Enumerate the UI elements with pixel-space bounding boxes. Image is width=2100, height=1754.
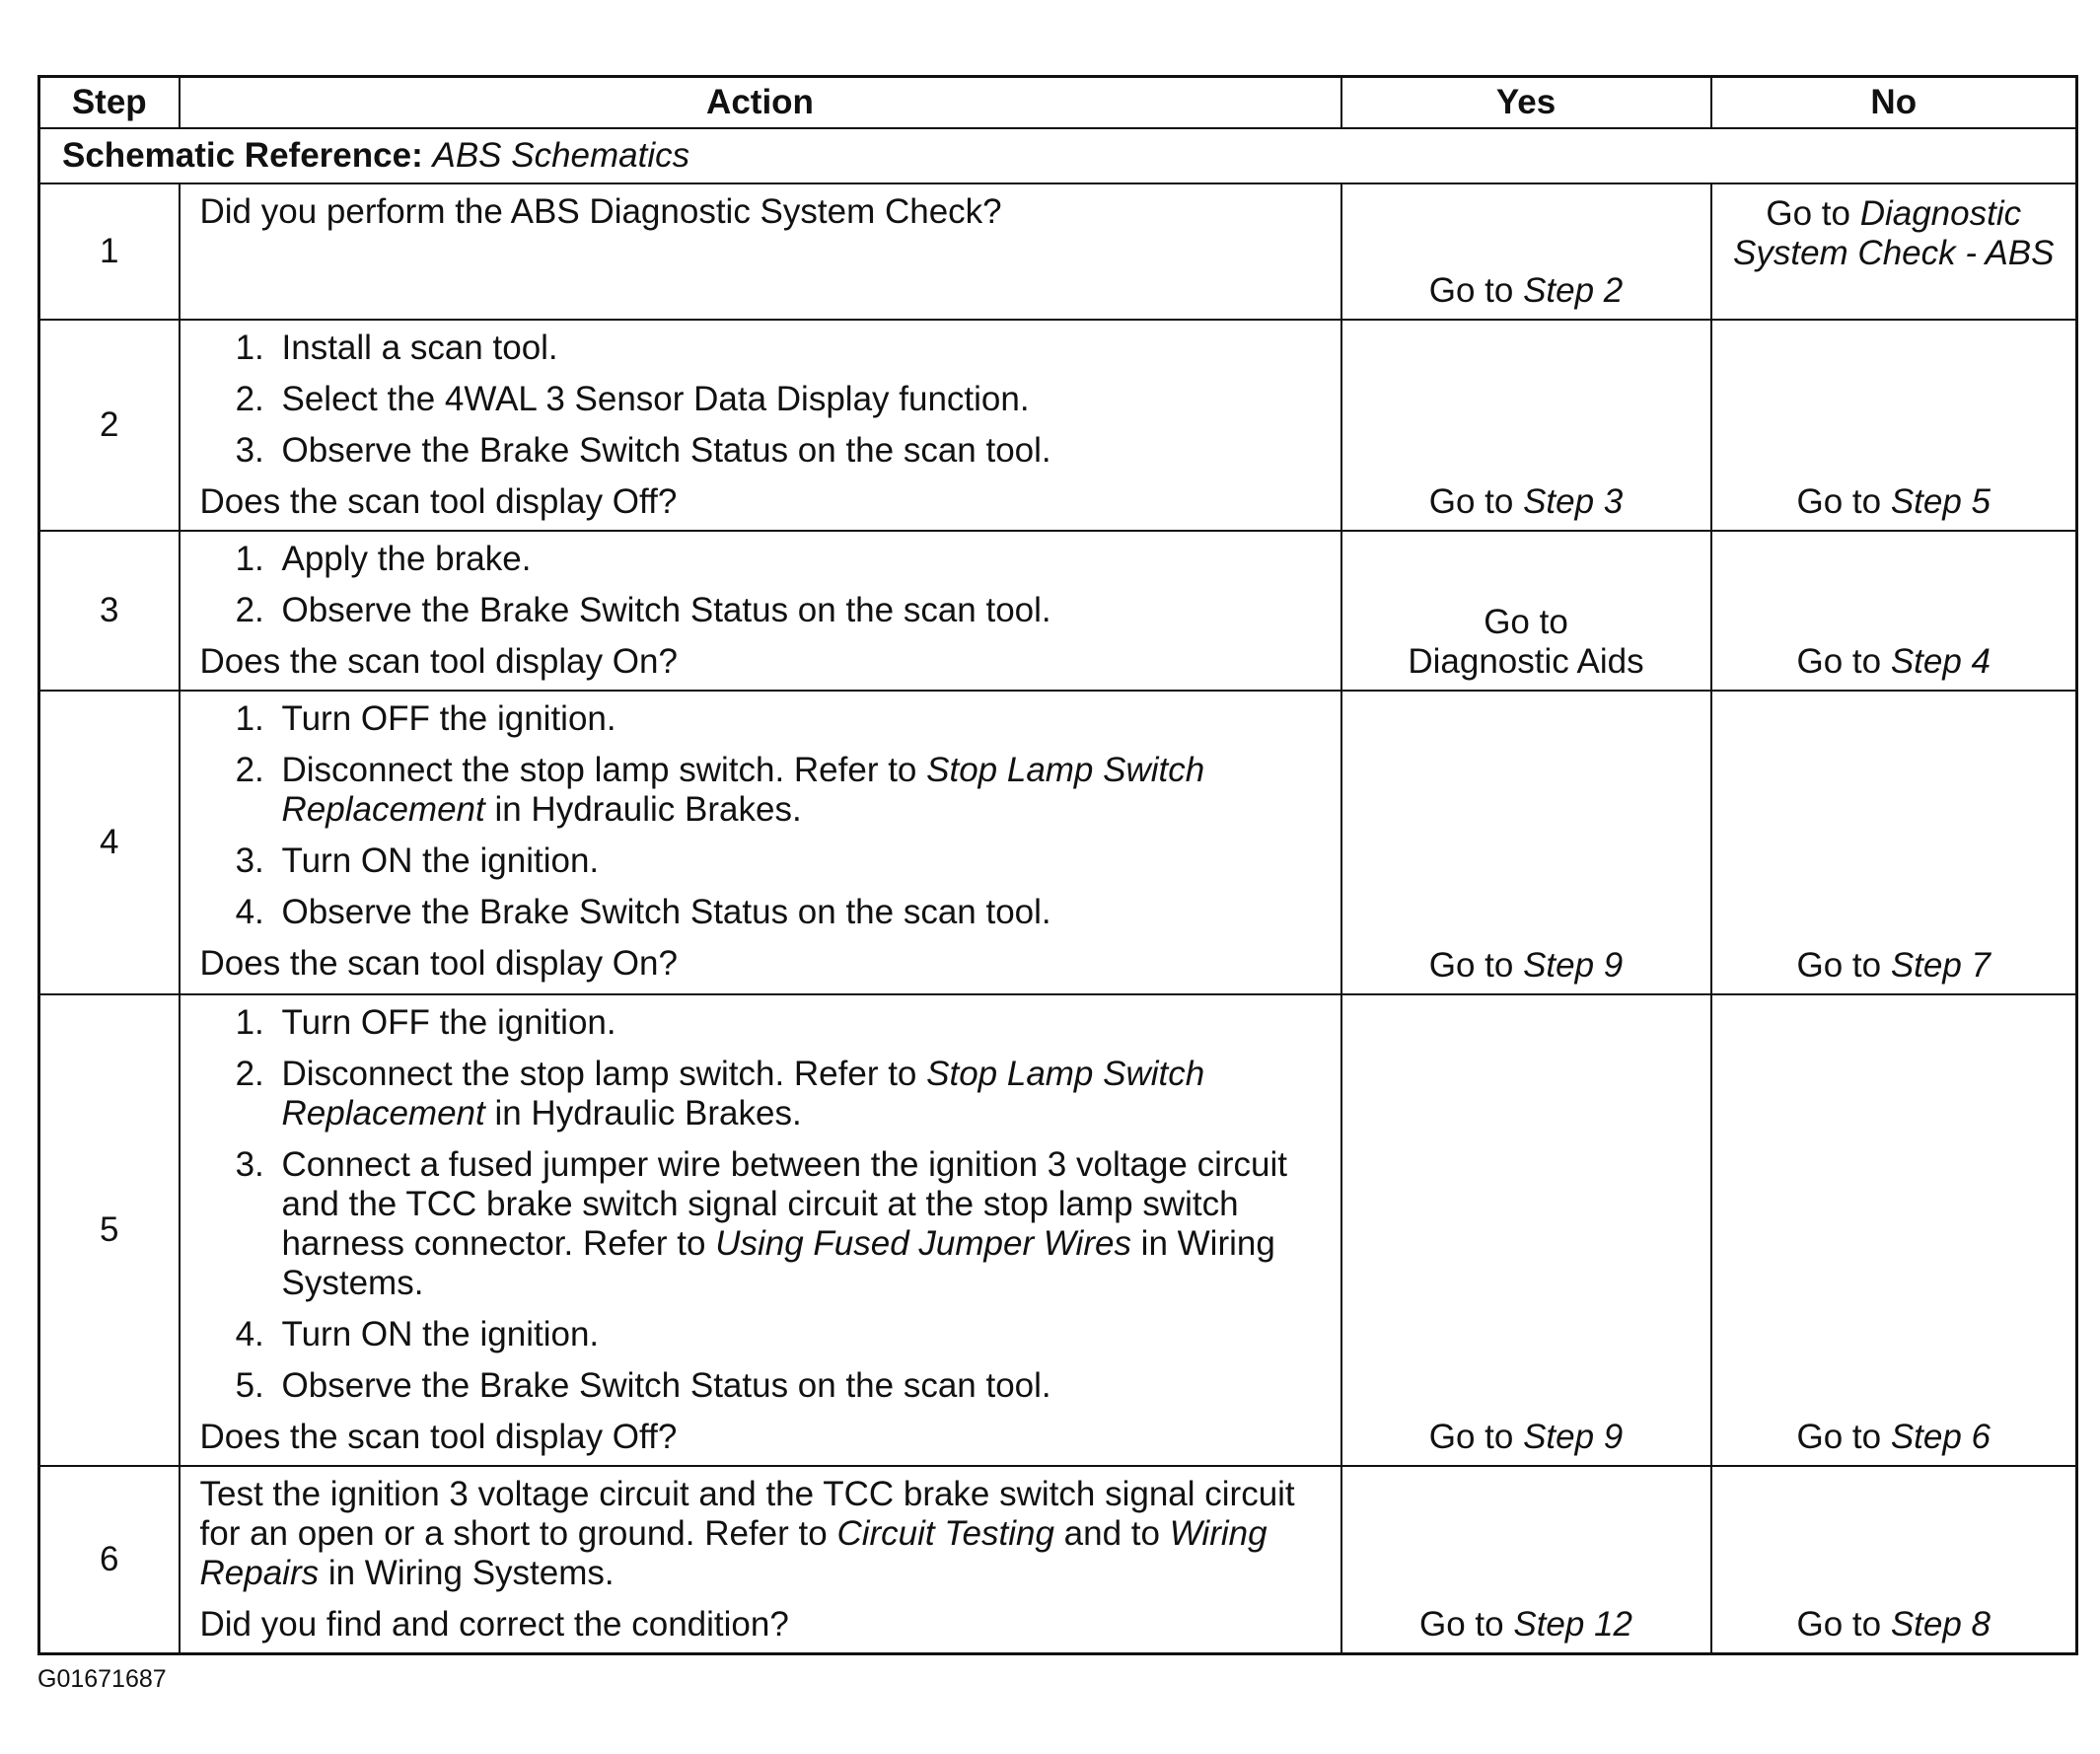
yes-cell bbox=[1341, 320, 1711, 531]
action-item: 2. Observe the Brake Switch Status on the scan tool. bbox=[274, 591, 1321, 630]
header-yes: Yes bbox=[1341, 77, 1711, 129]
no-cell bbox=[1711, 994, 2077, 1466]
action-link[interactable]: Stop Lamp Switch Replacement bbox=[281, 751, 1205, 829]
step-row bbox=[39, 531, 2077, 691]
no-prefix: Go to bbox=[1796, 642, 1882, 681]
no-link[interactable]: Step 4 bbox=[1890, 642, 1991, 681]
no-link[interactable]: Step 6 bbox=[1890, 1418, 1991, 1456]
action-item: 3. Observe the Brake Switch Status on the scan tool. bbox=[274, 431, 1321, 471]
header-step: Step bbox=[39, 77, 180, 129]
yes-prefix: Go to bbox=[1484, 603, 1568, 641]
step-number: 3 bbox=[39, 531, 180, 691]
yes-link[interactable]: Step 3 bbox=[1523, 482, 1624, 521]
no-prefix: Go to bbox=[1796, 1418, 1882, 1456]
no-link[interactable]: Diagnostic System Check - ABS bbox=[1733, 194, 2055, 272]
schematic-reference bbox=[39, 128, 2077, 183]
no-cell bbox=[1711, 1466, 2077, 1654]
action-item bbox=[274, 1145, 1321, 1303]
step-row bbox=[39, 1466, 2077, 1654]
action-text: Disconnect the stop lamp switch. Refer to bbox=[281, 751, 927, 789]
no-prefix: Go to bbox=[1766, 194, 1850, 233]
diagnostic-table bbox=[37, 75, 2078, 1655]
action-text: Test the ignition 3 voltage circuit and the TCC brake switch signal circuit for an open or a short to ground. Refer to bbox=[199, 1475, 1295, 1553]
action-text: in Hydraulic Brakes. bbox=[484, 790, 802, 829]
figure-id: G01671687 bbox=[37, 1665, 167, 1693]
yes-link[interactable]: Step 9 bbox=[1523, 946, 1624, 985]
action-item: 1. Turn OFF the ignition. bbox=[274, 699, 1321, 739]
action-item: 2. Select the 4WAL 3 Sensor Data Display function. bbox=[274, 380, 1321, 419]
action-list bbox=[200, 699, 1321, 932]
action-cell bbox=[180, 183, 1341, 320]
yes-prefix: Go to bbox=[1428, 1418, 1514, 1456]
yes-cell bbox=[1341, 994, 1711, 1466]
action-link[interactable]: Circuit Testing bbox=[836, 1514, 1054, 1553]
yes-prefix: Go to bbox=[1428, 271, 1514, 310]
header-action: Action bbox=[180, 77, 1341, 129]
no-link[interactable]: Step 7 bbox=[1890, 946, 1991, 985]
action-question: Does the scan tool display Off? bbox=[199, 1418, 678, 1456]
step-number: 2 bbox=[39, 320, 180, 531]
action-cell bbox=[180, 691, 1341, 994]
yes-prefix: Go to bbox=[1419, 1605, 1504, 1644]
action-link[interactable]: Wiring Repairs bbox=[199, 1514, 1267, 1592]
no-cell bbox=[1711, 531, 2077, 691]
no-prefix: Go to bbox=[1796, 1605, 1882, 1644]
yes-link[interactable]: Step 12 bbox=[1513, 1605, 1632, 1644]
no-cell bbox=[1711, 320, 2077, 531]
step-row bbox=[39, 994, 2077, 1466]
no-link[interactable]: Step 8 bbox=[1890, 1605, 1991, 1644]
action-item: 1. Apply the brake. bbox=[274, 540, 1321, 579]
no-cell bbox=[1711, 691, 2077, 994]
header-row bbox=[39, 77, 2077, 129]
schematic-row bbox=[39, 128, 2077, 183]
action-cell bbox=[180, 1466, 1341, 1654]
step-number: 6 bbox=[39, 1466, 180, 1654]
action-question: Does the scan tool display On? bbox=[199, 642, 678, 681]
no-cell bbox=[1711, 183, 2077, 320]
yes-link[interactable]: Step 2 bbox=[1523, 271, 1624, 310]
action-cell bbox=[180, 994, 1341, 1466]
action-item bbox=[274, 751, 1321, 830]
yes-link[interactable]: Diagnostic Aids bbox=[1408, 642, 1644, 681]
action-item: 4. Turn ON the ignition. bbox=[274, 1315, 1321, 1354]
action-text: in Wiring Systems. bbox=[281, 1224, 1275, 1302]
action-cell bbox=[180, 531, 1341, 691]
action-link[interactable]: Using Fused Jumper Wires bbox=[715, 1224, 1131, 1263]
action-list bbox=[200, 329, 1321, 471]
action-item: 1. Install a scan tool. bbox=[274, 329, 1321, 368]
yes-cell bbox=[1341, 691, 1711, 994]
action-item: 4. Observe the Brake Switch Status on the scan tool. bbox=[274, 893, 1321, 932]
yes-link[interactable]: Step 9 bbox=[1523, 1418, 1624, 1456]
action-question: Does the scan tool display On? bbox=[199, 944, 678, 983]
action-item: 5. Observe the Brake Switch Status on the scan tool. bbox=[274, 1366, 1321, 1406]
schematic-label: Schematic Reference: bbox=[62, 136, 423, 175]
action-text: and to bbox=[1053, 1514, 1170, 1553]
step-number: 4 bbox=[39, 691, 180, 994]
action-question: Did you perform the ABS Diagnostic System Check? bbox=[199, 192, 1002, 231]
action-text: in Wiring Systems. bbox=[319, 1554, 615, 1592]
yes-cell bbox=[1341, 183, 1711, 320]
yes-prefix: Go to bbox=[1428, 946, 1514, 985]
no-link[interactable]: Step 5 bbox=[1890, 482, 1991, 521]
action-list bbox=[200, 540, 1321, 630]
no-prefix: Go to bbox=[1796, 946, 1882, 985]
action-link[interactable]: Stop Lamp Switch Replacement bbox=[281, 1055, 1205, 1133]
action-text: in Hydraulic Brakes. bbox=[484, 1094, 802, 1133]
header-no: No bbox=[1711, 77, 2077, 129]
action-item: 1. Turn OFF the ignition. bbox=[274, 1003, 1321, 1043]
yes-cell bbox=[1341, 1466, 1711, 1654]
yes-prefix: Go to bbox=[1428, 482, 1514, 521]
step-number: 5 bbox=[39, 994, 180, 1466]
no-prefix: Go to bbox=[1796, 482, 1882, 521]
action-list bbox=[200, 1003, 1321, 1406]
action-item bbox=[274, 1055, 1321, 1133]
step-row bbox=[39, 691, 2077, 994]
action-question: Does the scan tool display Off? bbox=[199, 482, 678, 521]
step-row bbox=[39, 183, 2077, 320]
action-question: Did you find and correct the condition? bbox=[199, 1605, 789, 1644]
action-paragraph bbox=[200, 1475, 1321, 1593]
step-number: 1 bbox=[39, 183, 180, 320]
action-text: Disconnect the stop lamp switch. Refer to bbox=[281, 1055, 927, 1093]
action-item: 3. Turn ON the ignition. bbox=[274, 841, 1321, 881]
action-cell bbox=[180, 320, 1341, 531]
step-row bbox=[39, 320, 2077, 531]
yes-cell bbox=[1341, 531, 1711, 691]
action-text: Connect a fused jumper wire between the ignition 3 voltage circuit and the TCC brake switch signal circuit at the stop lamp switch harness connector. Refer to bbox=[281, 1145, 1287, 1263]
schematic-link[interactable]: ABS Schematics bbox=[432, 136, 690, 175]
